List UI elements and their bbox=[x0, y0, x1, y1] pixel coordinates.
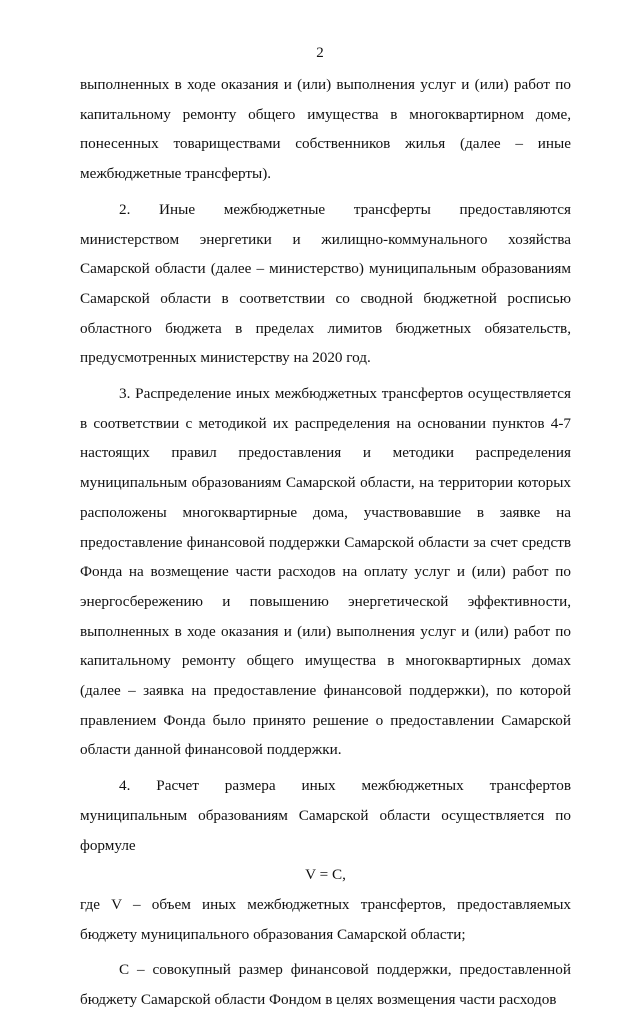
document-body bbox=[80, 70, 571, 1015]
page-number: 2 bbox=[316, 45, 324, 61]
paragraph-formula-explanation: где V – объем иных межбюджетных трансфертов, предоставляемых бюджету муниципального образования Самарской области; bbox=[80, 895, 571, 943]
paragraph-item-3: 3. Распределение иных межбюджетных трансфертов осуществляется в соответствии с методикой их распределения на основании пунктов 4-7 настоящих правил предоставления и методики распределения муниципальным образованиям Самарской области, на территории которых расположены многоквартирные дома, участвовавшие в заявке на предоставление финансовой поддержки Самарской области за счет средств Фонда на возмещение части расходов на оплату услуг и (или) работ по энергосбережению и повышению энергетической эффективности, выполненных в ходе оказания и (или) выполнения услуг и (или) работ по капитальному ремонту общего имущества в многоквартирных домах (далее – заявка на предоставление финансовой поддержки), по которой правлением Фонда было принято решение о предоставлении Самарской области данной финансовой поддержки. bbox=[80, 385, 571, 759]
paragraph-item-2: 2. Иные межбюджетные трансферты предоставляются министерством энергетики и жилищно-коммунального хозяйства Самарской области (далее – министерство) муниципальным образованиям Самарской области в соответствии со сводной бюджетной росписью областного бюджета в пределах лимитов бюджетных обязательств, предусмотренных министерству на 2020 год. bbox=[80, 200, 571, 367]
paragraph-item-4: 4. Расчет размера иных межбюджетных трансфертов муниципальным образованиям Самарской области осуществляется по формуле bbox=[80, 777, 571, 854]
paragraph-continuation: выполненных в ходе оказания и (или) выполнения услуг и (или) работ по капитальному ремонту общего имущества в многоквартирном доме, понесенных товариществами собственников жилья (далее – иные межбюджетные трансферты). bbox=[80, 76, 571, 183]
paragraph-variable-c: C – совокупный размер финансовой поддержки, предоставленной бюджету Самарской области Фондом в целях возмещения части расходов bbox=[80, 961, 571, 1009]
formula: V = C, bbox=[305, 866, 346, 884]
